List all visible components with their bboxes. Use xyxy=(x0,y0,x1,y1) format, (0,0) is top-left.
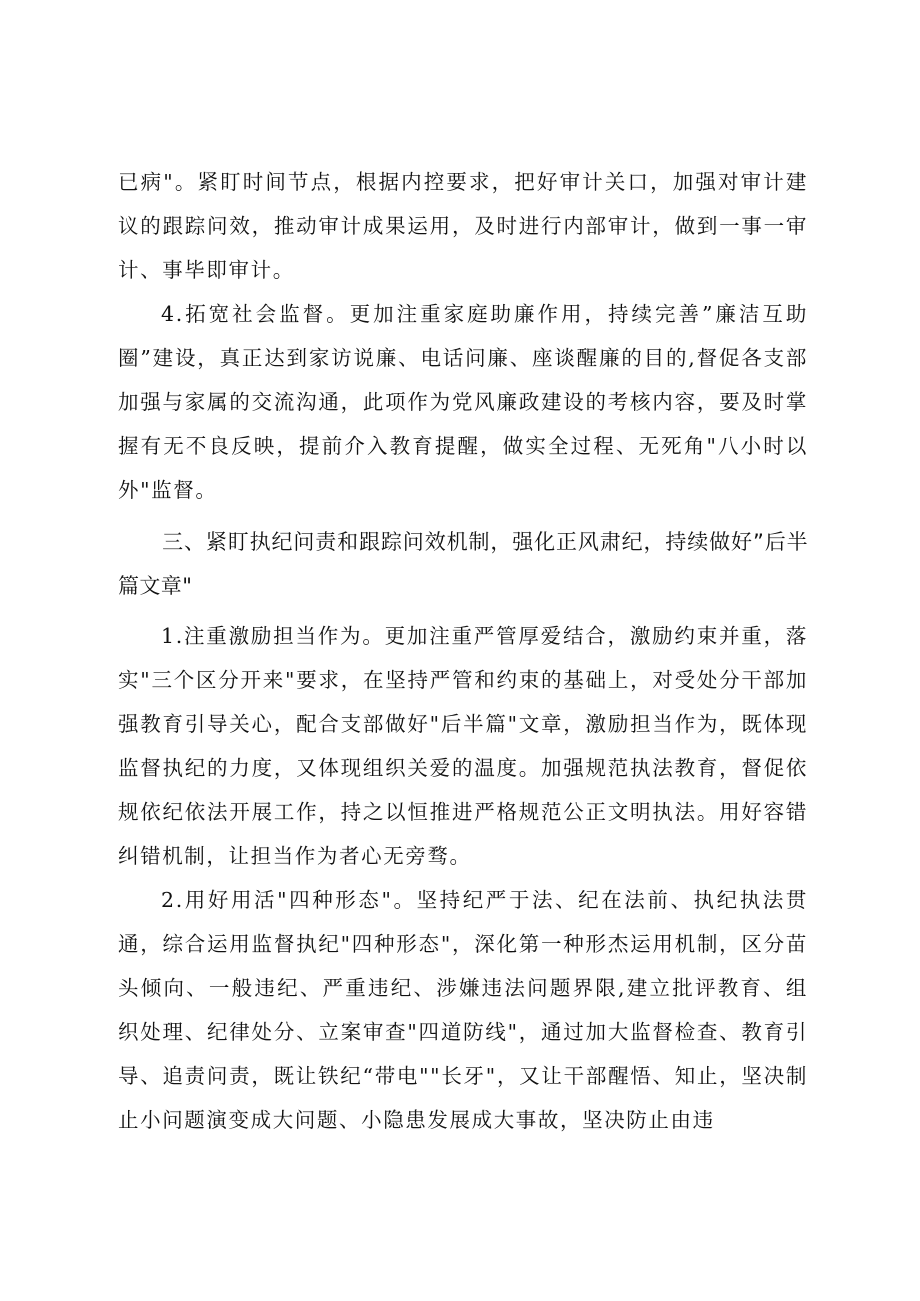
paragraph-incentive-accountability: 1.注重激励担当作为。更加注重严管厚爱结合，激励约束并重，落实"三个区分开来"要求，在坚持严管和约束的基础上，对受处分干部加强教育引导关心，配合支部做好"后半篇"文章，激励担当作为，既体现监督执纪的力度，又体现组织关爱的温度。加强规范执法教育，督促依规依纪依法开展工作，持之以恒推进严格规范公正文明执法。用好容错纠错机制，让担当作为者心无旁骛。 xyxy=(118,624,808,868)
document-body xyxy=(118,160,808,1142)
paragraph-social-supervision: 4.拓宽社会监督。更加注重家庭助廉作用，持续完善”廉洁互助圈”建设，真正达到家访说廉、电话问廉、座谈醒廉的目的,督促各支部加强与家属的交流沟通，此项作为党风廉政建设的考核内容，要及时掌握有无不良反映，提前介入教育提醒，做实全过程、无死角"八小时以外"监督。 xyxy=(118,302,808,502)
section-heading-3: 三、紧盯执纪问责和跟踪问效机制，强化正风肃纪，持续做好”后半篇文章" xyxy=(118,530,808,598)
paragraph-four-forms: 2.用好用活"四种形态"。坚持纪严于法、纪在法前、执纪执法贯通，综合运用监督执纪"四种形态"，深化第一种形杰运用机制，区分苗头倾向、一般违纪、严重违纪、涉嫌违法问题界限,建立批评教育、组织处理、纪律处分、立案审查"四道防线"，通过加大监督检查、教育引导、追责问责，既让铁纪“带电""长牙"，又让干部醒悟、知止，坚决制止小问题演变成大问题、小隐患发展成大事故，坚决防止由违 xyxy=(118,888,808,1132)
paragraph-continuation: 已病"。紧盯时间节点，根据内控要求，把好审计关口，加强对审计建议的跟踪问效，推动审计成果运用，及时进行内部审计，做到一事一审计、事毕即审计。 xyxy=(118,170,808,282)
